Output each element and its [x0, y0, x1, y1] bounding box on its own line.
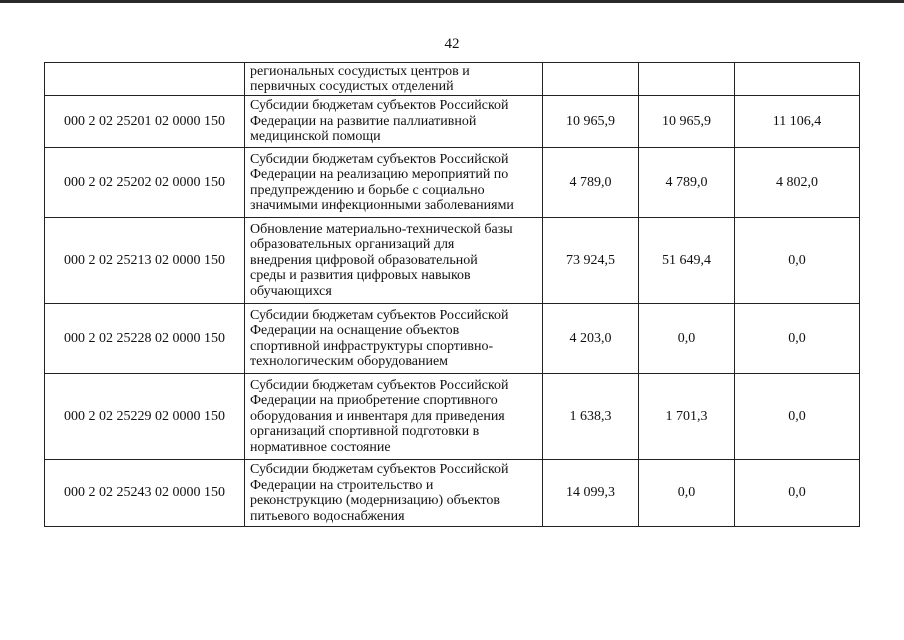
description-cell: Субсидии бюджетам субъектов Российской Федерации на реализацию мероприятий по предупреждению и борьбе с социально значимыми инфекционными заболеваниями: [245, 148, 543, 218]
table-row: [45, 218, 860, 304]
description-cell: Субсидии бюджетам субъектов Российской Федерации на строительство и реконструкцию (модернизацию) объектов питьевого водоснабжения: [245, 460, 543, 527]
amount-cell-3: 0,0: [735, 460, 860, 527]
amount-cell-2: 1 701,3: [639, 374, 735, 460]
amount-cell-2: 10 965,9: [639, 96, 735, 148]
table-row: [45, 304, 860, 374]
amount-cell-2: 4 789,0: [639, 148, 735, 218]
amount-cell-3: 0,0: [735, 218, 860, 304]
description-cell: региональных сосудистых центров и первичных сосудистых отделений: [245, 63, 543, 96]
budget-code-cell: 000 2 02 25243 02 0000 150: [45, 460, 245, 527]
budget-code-cell: [45, 63, 245, 96]
amount-cell-3: [735, 63, 860, 96]
amount-cell-3: 0,0: [735, 374, 860, 460]
amount-cell-1: 4 789,0: [543, 148, 639, 218]
amount-cell-2: [639, 63, 735, 96]
budget-code-cell: 000 2 02 25229 02 0000 150: [45, 374, 245, 460]
budget-table: [44, 62, 860, 527]
amount-cell-3: 11 106,4: [735, 96, 860, 148]
scan-top-edge: [0, 0, 904, 3]
amount-cell-2: 0,0: [639, 460, 735, 527]
description-cell: Субсидии бюджетам субъектов Российской Федерации на приобретение спортивного оборудования и инвентаря для приведения организаций спортивной подготовки в нормативное состояние: [245, 374, 543, 460]
amount-cell-1: 73 924,5: [543, 218, 639, 304]
amount-cell-1: 10 965,9: [543, 96, 639, 148]
description-cell: Обновление материально-технической базы образовательных организаций для внедрения цифровой образовательной среды и развития цифровых навыков обучающихся: [245, 218, 543, 304]
budget-code-cell: 000 2 02 25202 02 0000 150: [45, 148, 245, 218]
table-row: [45, 374, 860, 460]
table-row: [45, 460, 860, 527]
amount-cell-1: 14 099,3: [543, 460, 639, 527]
amount-cell-2: 0,0: [639, 304, 735, 374]
amount-cell-1: [543, 63, 639, 96]
amount-cell-3: 0,0: [735, 304, 860, 374]
budget-code-cell: 000 2 02 25213 02 0000 150: [45, 218, 245, 304]
budget-code-cell: 000 2 02 25201 02 0000 150: [45, 96, 245, 148]
amount-cell-2: 51 649,4: [639, 218, 735, 304]
table-row: [45, 148, 860, 218]
description-cell: Субсидии бюджетам субъектов Российской Федерации на оснащение объектов спортивной инфраструктуры спортивно- технологическим оборудованием: [245, 304, 543, 374]
description-cell: Субсидии бюджетам субъектов Российской Федерации на развитие паллиативной медицинской помощи: [245, 96, 543, 148]
page-number: 42: [444, 36, 460, 52]
table-row: [45, 63, 860, 96]
amount-cell-1: 1 638,3: [543, 374, 639, 460]
table-row: [45, 96, 860, 148]
amount-cell-3: 4 802,0: [735, 148, 860, 218]
budget-code-cell: 000 2 02 25228 02 0000 150: [45, 304, 245, 374]
amount-cell-1: 4 203,0: [543, 304, 639, 374]
